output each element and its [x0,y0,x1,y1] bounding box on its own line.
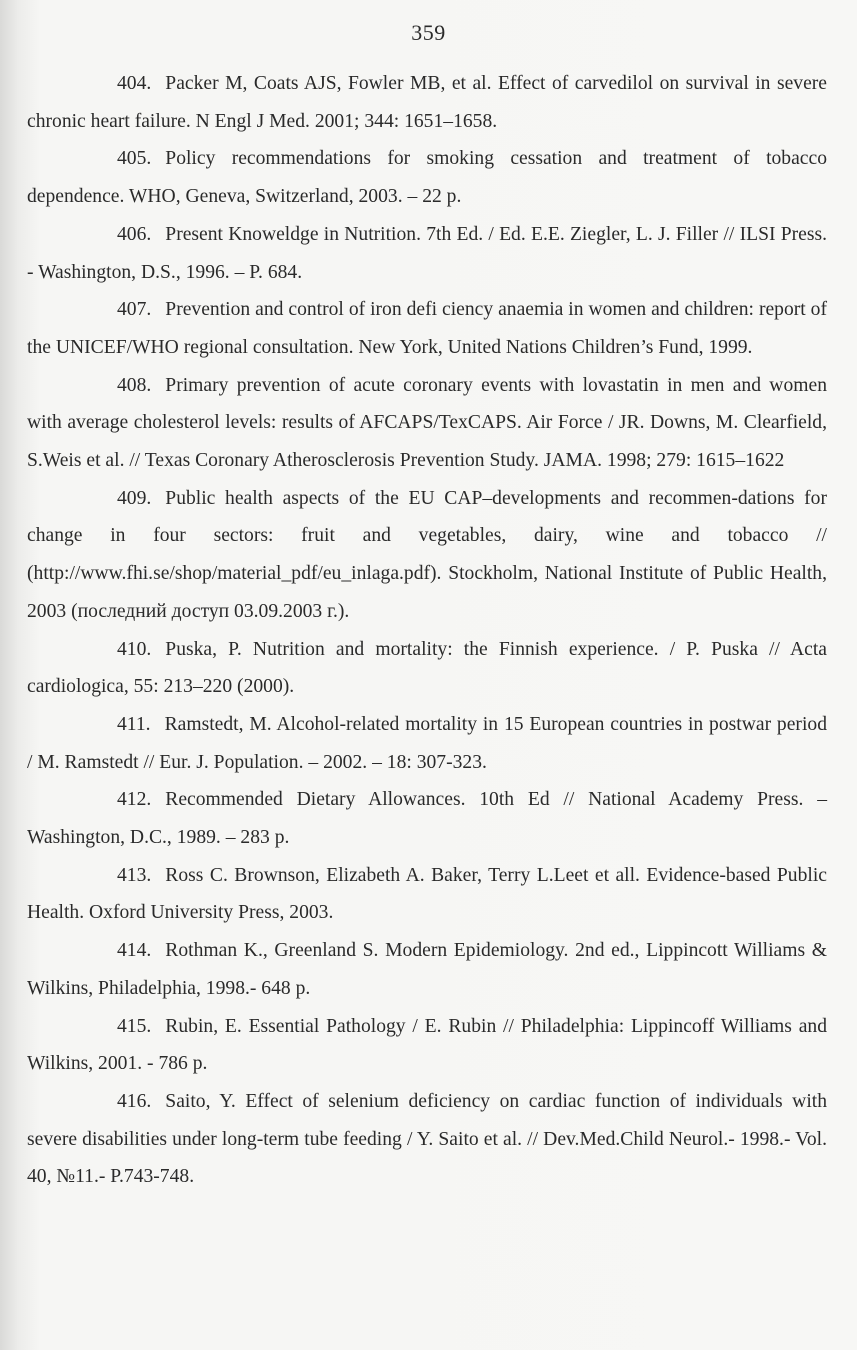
reference-item [27,216,827,291]
reference-item [27,857,827,932]
reference-number: 408. [117,374,152,396]
reference-number: 405. [117,148,152,170]
reference-item [27,480,827,631]
reference-number: 414. [117,940,152,962]
reference-text: Packer M, Coats AJS, Fowler MB, et al. Effect of carvedilol on survival in severe chronic heart failure. N Engl J Med. 2001; 344: 1651–1658. [27,73,827,132]
reference-item [27,781,827,856]
reference-text: Policy recommendations for smoking cessation and treatment of tobacco dependence. WHO, Geneva, Switzerland, 2003. – 22 p. [27,148,827,208]
reference-text: Public health aspects of the EU CAP–developments and recommen-dations for change in four sectors: fruit and vegetables, dairy, wine and tobacco // (http://www.fhi.se/shop/material_pdf/eu_inlaga.pdf). Stockholm, National Institute of Public Health, 2003 (последний доступ 03.09.2003 г.). [27,487,827,622]
reference-item [27,140,827,215]
reference-text: Rothman K., Greenland S. Modern Epidemiology. 2nd ed., Lippincott Williams & Wilkins, Philadelphia, 1998.- 648 p. [27,940,827,999]
reference-number: 412. [117,789,152,811]
reference-number: 407. [117,299,152,321]
reference-text: Present Knoweldge in Nutrition. 7th Ed. / Ed. E.E. Ziegler, L. J. Filler // ILSI Press. - Washington, D.S., 1996. – P. 684. [27,223,827,283]
reference-item [27,706,827,781]
reference-number: 416. [117,1090,152,1112]
reference-number: 413. [117,864,152,886]
reference-text: Primary prevention of acute coronary events with lovastatin in men and women with average cholesterol levels: results of AFCAPS/TexCAPS. Air Force / JR. Downs, M. Clearfield, S.Weis et al. // Texas Coronary Atherosclerosis Prevention Study. JAMA. 1998; 279: 1615–1622 [27,374,827,472]
reference-item [27,367,827,480]
reference-text: Ross C. Brownson, Elizabeth A. Baker, Terry L.Leet et all. Evidence-based Public Health. Oxford University Press, 2003. [27,864,827,924]
reference-item [27,932,827,1007]
reference-text: Rubin, E. Essential Pathology / E. Rubin // Philadelphia: Lippincoff Williams and Wilkins, 2001. - 786 p. [27,1015,827,1075]
reference-item [27,631,827,706]
reference-text: Prevention and control of iron defi ciency anaemia in women and children: report of the UNICEF/WHO regional consultation. New York, United Nations Children’s Fund, 1999. [27,299,827,358]
reference-item [27,1083,827,1196]
reference-list [27,65,827,1196]
reference-text: Ramstedt, M. Alcohol-related mortality in 15 European countries in postwar period / M. Ramstedt // Eur. J. Population. – 2002. – 18: 307-323. [27,713,827,773]
reference-number: 406. [117,223,152,245]
reference-text: Saito, Y. Effect of selenium deficiency on cardiac function of individuals with severe disabilities under long-term tube feeding / Y. Saito et al. // Dev.Med.Child Neurol.- 1998.- Vol. 40, №11.- P.743-748. [27,1090,827,1188]
reference-item [27,1008,827,1083]
reference-number: 415. [117,1015,152,1037]
reference-text: Puska, P. Nutrition and mortality: the Finnish experience. / P. Puska // Acta cardiologica, 55: 213–220 (2000). [27,638,827,698]
reference-number: 409. [117,487,152,509]
reference-number: 410. [117,638,152,660]
reference-number: 411. [117,713,151,735]
reference-text: Recommended Dietary Allowances. 10th Ed // National Academy Press. – Washington, D.C., 1989. – 283 p. [27,789,827,849]
reference-item [27,291,827,366]
reference-number: 404. [117,73,152,94]
reference-item [27,65,827,140]
page-number: 359 [411,20,446,45]
